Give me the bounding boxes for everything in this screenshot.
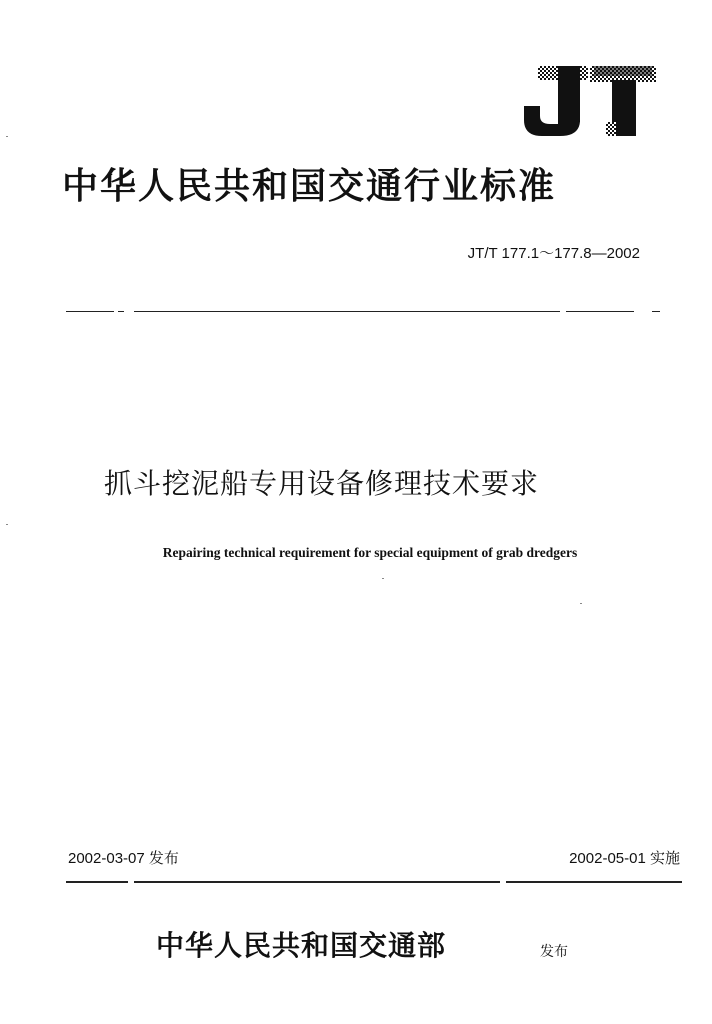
header-divider-segment xyxy=(652,311,660,312)
footer-divider-segment xyxy=(134,881,500,883)
header-divider-segment xyxy=(134,311,560,312)
standard-number: JT/T 177.1～177.8—2002 xyxy=(467,245,640,262)
logo-letter-t xyxy=(590,66,656,136)
logo-letter-j xyxy=(524,66,588,136)
standard-category-title: 中华人民共和国交通行业标准 xyxy=(62,165,557,207)
document-title-chinese: 抓斗挖泥船专用设备修理技术要求 xyxy=(104,467,540,500)
footer-divider xyxy=(66,881,128,883)
scan-speck xyxy=(6,136,8,137)
jt-logo xyxy=(520,62,660,138)
header-divider-segment xyxy=(118,311,124,312)
document-title-english: Repairing technical requirement for special equipment of grab dredgers xyxy=(162,545,578,560)
scan-speck xyxy=(6,524,8,525)
header-divider-segment xyxy=(566,311,634,312)
issue-date: 2002-03-07 发布 xyxy=(68,850,179,867)
header-divider xyxy=(66,311,114,312)
publish-label: 发布 xyxy=(540,944,568,960)
publisher-name: 中华人民共和国交通部 xyxy=(156,929,447,962)
footer-divider-segment xyxy=(506,881,682,883)
scan-speck xyxy=(382,578,384,579)
scan-speck xyxy=(580,603,582,604)
implementation-date: 2002-05-01 实施 xyxy=(569,850,680,867)
